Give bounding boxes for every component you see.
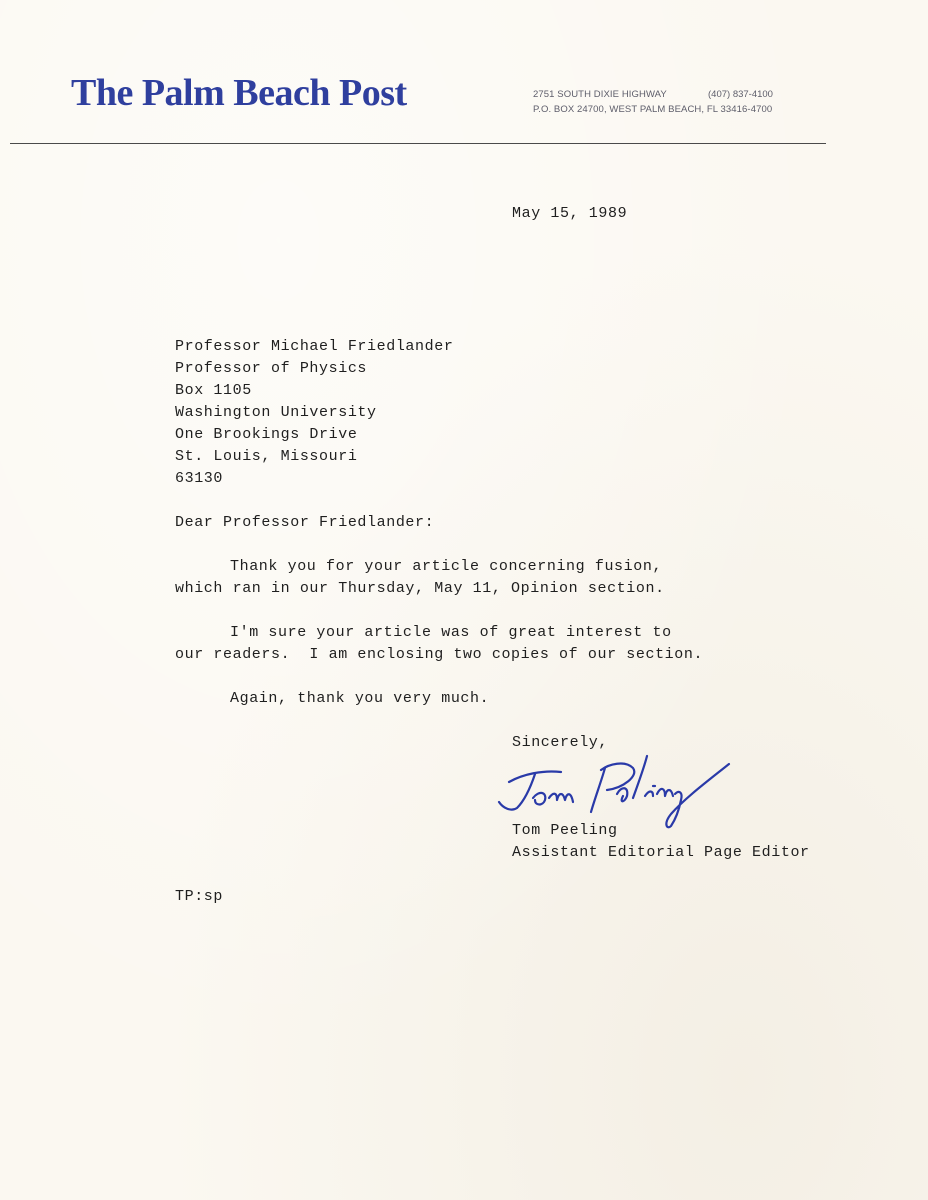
letterhead-address-line2: P.O. BOX 24700, WEST PALM BEACH, FL 33416-4700 [533, 104, 773, 115]
recipient-box: Box 1105 [175, 382, 252, 399]
letterhead-address-line1: 2751 SOUTH DIXIE HIGHWAY [533, 89, 667, 100]
typist-initials: TP:sp [175, 888, 224, 905]
signer-name: Tom Peeling [512, 822, 618, 839]
recipient-street: One Brookings Drive [175, 426, 358, 443]
signer-title: Assistant Editorial Page Editor [512, 844, 810, 861]
handwritten-signature [495, 746, 735, 832]
recipient-title: Professor of Physics [175, 360, 368, 377]
body-paragraph3-line1: Again, thank you very much. [230, 690, 490, 707]
recipient-city: St. Louis, Missouri [175, 448, 358, 465]
letterhead-divider [10, 143, 826, 144]
letterhead-title: The Palm Beach Post [71, 72, 407, 114]
closing: Sincerely, [512, 734, 609, 751]
body-paragraph1-line1: Thank you for your article concerning fusion, [230, 558, 663, 575]
letter-date: May 15, 1989 [512, 205, 628, 222]
body-paragraph2-line1: I'm sure your article was of great interest to [230, 624, 672, 641]
body-paragraph1-line2: which ran in our Thursday, May 11, Opinion section. [175, 580, 665, 597]
recipient-zip: 63130 [175, 470, 224, 487]
recipient-institution: Washington University [175, 404, 377, 421]
body-paragraph2-line2: our readers. I am enclosing two copies of our section. [175, 646, 704, 663]
salutation: Dear Professor Friedlander: [175, 514, 435, 531]
recipient-name: Professor Michael Friedlander [175, 338, 454, 355]
letterhead-phone: (407) 837-4100 [708, 89, 773, 100]
